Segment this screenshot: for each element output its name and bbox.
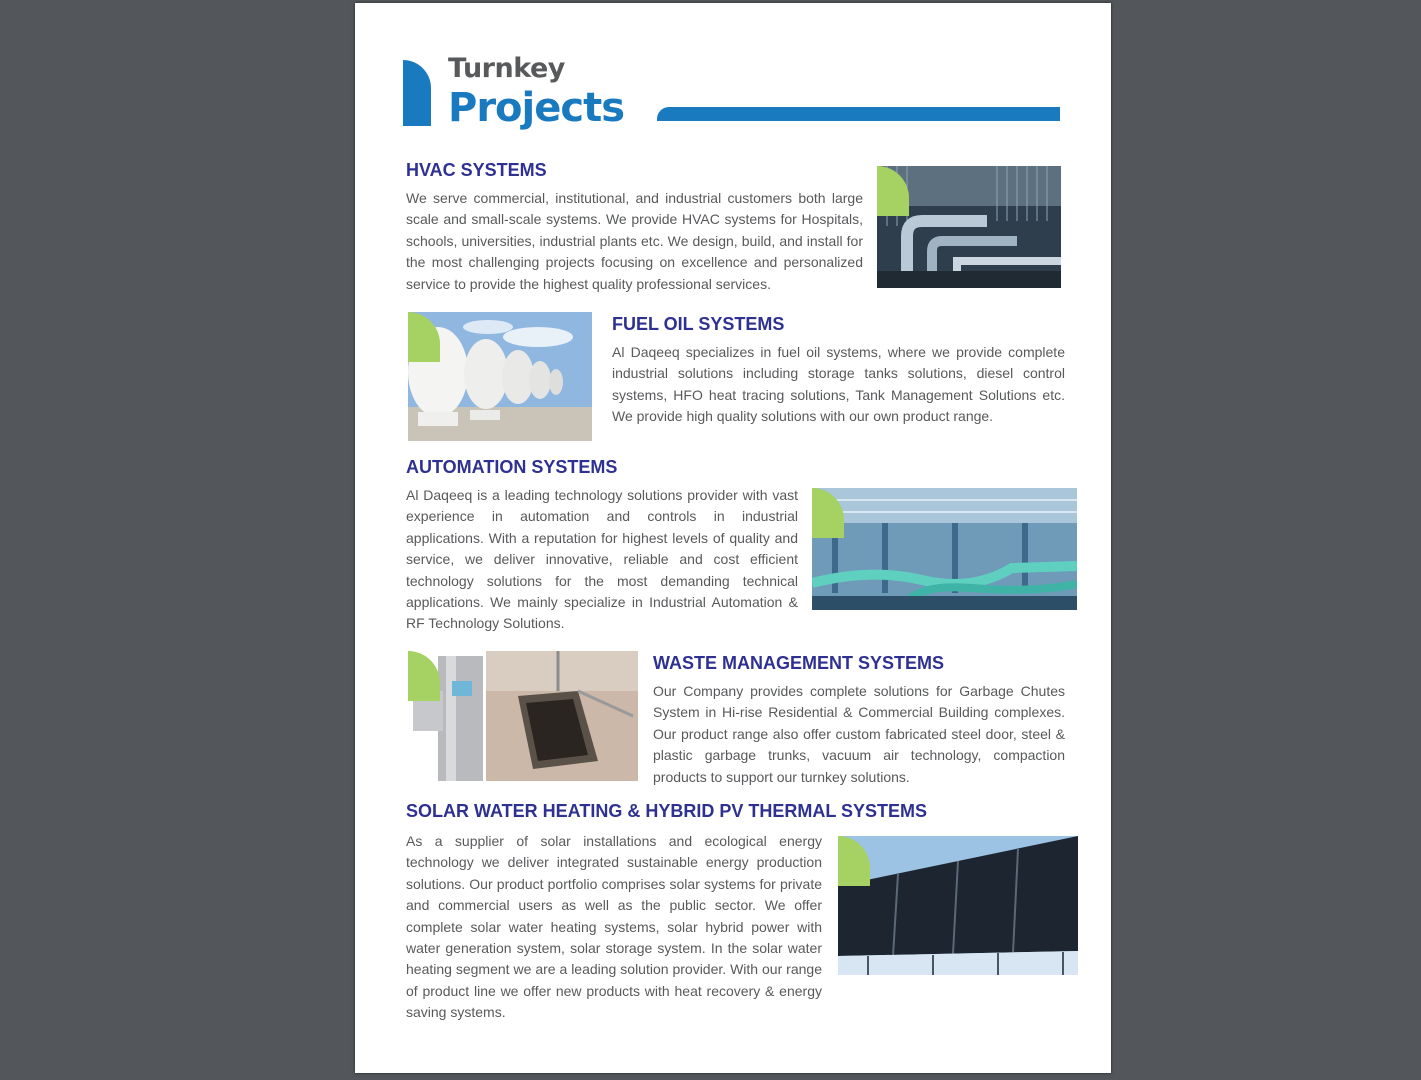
waste-management-heading: WASTE MANAGEMENT SYSTEMS: [653, 653, 945, 673]
solar-heading: SOLAR WATER HEATING & HYBRID PV THERMAL SYSTEMS: [406, 801, 928, 821]
fuel-oil-heading: FUEL OIL SYSTEMS: [612, 314, 785, 334]
solar-description: As a supplier of solar installations and ecological energy technology we deliver integrated sustainable energy production solutions. Our product portfolio comprises solar systems for private and commercial users as well as the public sector. We offer complete solar water heating systems, solar hybrid power with water generation system, solar storage system. In the solar water heating segment we are a leading solution provider. With our range of product line we offer new products with heat recovery & energy saving systems.: [406, 833, 822, 1021]
page-title: Projects: [448, 85, 625, 131]
document-page: [355, 3, 1111, 1073]
title-accent-shape: [403, 60, 431, 126]
hvac-image: [877, 166, 1061, 288]
automation-image: [812, 488, 1077, 610]
automation-description: Al Daqeeq is a leading technology solutions provider with vast experience in automation and controls in industrial applications. With a reputation for highest levels of quality and service, we deliver innovative, reliable and cost efficient technology solutions for the most demanding technical applications. We mainly specialize in Industrial Automation & RF Technology Solutions.: [406, 487, 798, 632]
fuel-oil-image: [408, 312, 592, 441]
automation-heading: AUTOMATION SYSTEMS: [406, 457, 618, 477]
fuel-oil-description: Al Daqeeq specializes in fuel oil systems, where we provide complete industrial solutions including storage tanks solutions, diesel control systems, HFO heat tracing solutions, Tank Management Solutions etc. We provide high quality solutions with our own product range.: [612, 344, 1065, 425]
title-rule: [657, 107, 1060, 121]
hvac-description: We serve commercial, institutional, and industrial customers both large scale and small-scale systems. We provide HVAC systems for Hospitals, schools, universities, industrial plants etc. We design, build, and install for the most challenging projects focusing on excellence and personalized service to provide the highest quality professional services.: [406, 190, 863, 292]
hvac-heading: HVAC SYSTEMS: [406, 160, 547, 180]
waste-management-image: [408, 651, 638, 781]
waste-management-description: Our Company provides complete solutions for Garbage Chutes System in Hi-rise Residential & Commercial Building complexes. Our product range also offer custom fabricated steel door, steel & plastic garbage trunks, vacuum air technology, compaction products to support our turnkey solutions.: [653, 683, 1065, 785]
page-title-top: Turnkey: [448, 53, 565, 84]
solar-image: [838, 836, 1078, 975]
